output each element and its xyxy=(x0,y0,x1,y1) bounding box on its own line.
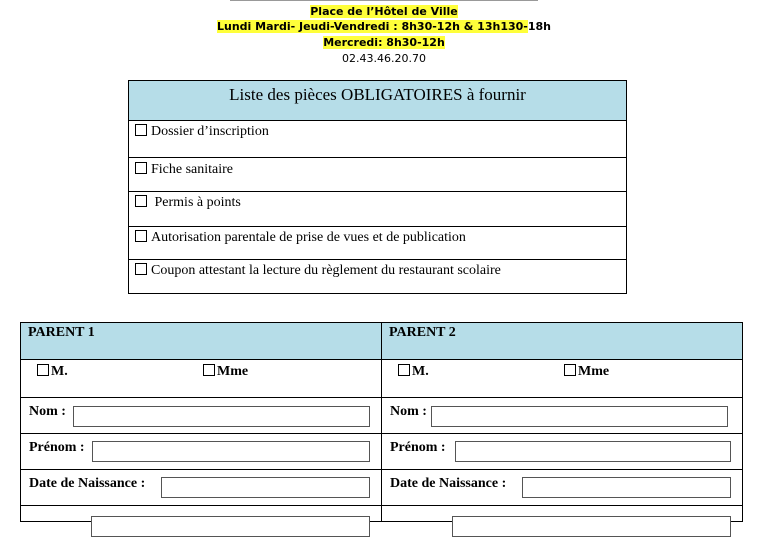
document-label: Autorisation parentale de prise de vues et de publication xyxy=(151,230,466,245)
naissance-label: Date de Naissance : xyxy=(390,476,507,491)
top-rule xyxy=(230,0,538,1)
document-row xyxy=(129,158,626,192)
parent-2-column xyxy=(382,323,742,521)
parent-2-naissance-row xyxy=(382,470,742,506)
gender-m-option[interactable] xyxy=(398,364,429,380)
parent-1-nom-input[interactable] xyxy=(73,406,370,427)
gender-mme-option[interactable] xyxy=(564,364,609,380)
parent-1-next-input[interactable] xyxy=(91,516,370,537)
phone-number: 02.43.46.20.70 xyxy=(342,52,426,65)
checkbox[interactable] xyxy=(398,364,410,376)
wednesday-hours-line xyxy=(0,36,768,50)
hours-text: Lundi Mardi- Jeudi-Vendredi : 8h30-12h & 13h130- xyxy=(217,20,528,33)
phone-line xyxy=(0,52,768,66)
parent-2-prenom-input[interactable] xyxy=(455,441,731,462)
checkbox[interactable] xyxy=(135,230,147,242)
address-text: Place de l’Hôtel de Ville xyxy=(310,5,458,18)
document-row xyxy=(129,227,626,260)
gender-mme-option[interactable] xyxy=(203,364,248,380)
checkbox[interactable] xyxy=(564,364,576,376)
hours-line xyxy=(0,20,768,34)
parent-2-nom-row xyxy=(382,398,742,434)
parent-1-next-row xyxy=(21,506,381,526)
hours-end-text: 18h xyxy=(527,20,551,33)
parent-1-column xyxy=(21,323,382,521)
checkbox[interactable] xyxy=(203,364,215,376)
parent-1-naissance-input[interactable] xyxy=(161,477,370,498)
checkbox[interactable] xyxy=(135,195,147,207)
gender-m-label: M. xyxy=(412,364,429,379)
gender-mme-label: Mme xyxy=(578,364,610,379)
prenom-label: Prénom : xyxy=(29,440,85,455)
parent-2-next-input[interactable] xyxy=(452,516,731,537)
document-label: Permis à points xyxy=(151,195,241,210)
parent-2-prenom-row xyxy=(382,434,742,470)
required-documents-box xyxy=(128,80,627,294)
document-row xyxy=(129,192,626,227)
parent-2-nom-input[interactable] xyxy=(431,406,728,427)
nom-label: Nom : xyxy=(390,404,427,419)
parent-1-title: PARENT 1 xyxy=(21,323,381,360)
parent-1-nom-row xyxy=(21,398,381,434)
parent-2-gender-row xyxy=(382,360,742,398)
parent-2-next-row xyxy=(382,506,742,526)
address-line xyxy=(0,5,768,19)
required-documents-title: Liste des pièces OBLIGATOIRES à fournir xyxy=(129,81,626,121)
parent-1-prenom-input[interactable] xyxy=(92,441,370,462)
checkbox[interactable] xyxy=(37,364,49,376)
parent-1-naissance-row xyxy=(21,470,381,506)
parent-2-title: PARENT 2 xyxy=(382,323,742,360)
checkbox[interactable] xyxy=(135,263,147,275)
parent-1-prenom-row xyxy=(21,434,381,470)
document-label: Coupon attestant la lecture du règlement du restaurant scolaire xyxy=(151,263,501,278)
checkbox[interactable] xyxy=(135,162,147,174)
parents-table xyxy=(20,322,743,522)
gender-m-option[interactable] xyxy=(37,364,68,380)
checkbox[interactable] xyxy=(135,124,147,136)
parent-1-gender-row xyxy=(21,360,381,398)
gender-m-label: M. xyxy=(51,364,68,379)
parent-2-naissance-input[interactable] xyxy=(522,477,731,498)
prenom-label: Prénom : xyxy=(390,440,446,455)
document-row xyxy=(129,121,626,158)
document-label: Fiche sanitaire xyxy=(151,162,234,177)
wednesday-hours-text: Mercredi: 8h30-12h xyxy=(323,36,445,49)
document-row xyxy=(129,260,626,295)
nom-label: Nom : xyxy=(29,404,66,419)
document-label: Dossier d’inscription xyxy=(151,124,269,139)
naissance-label: Date de Naissance : xyxy=(29,476,146,491)
gender-mme-label: Mme xyxy=(217,364,249,379)
